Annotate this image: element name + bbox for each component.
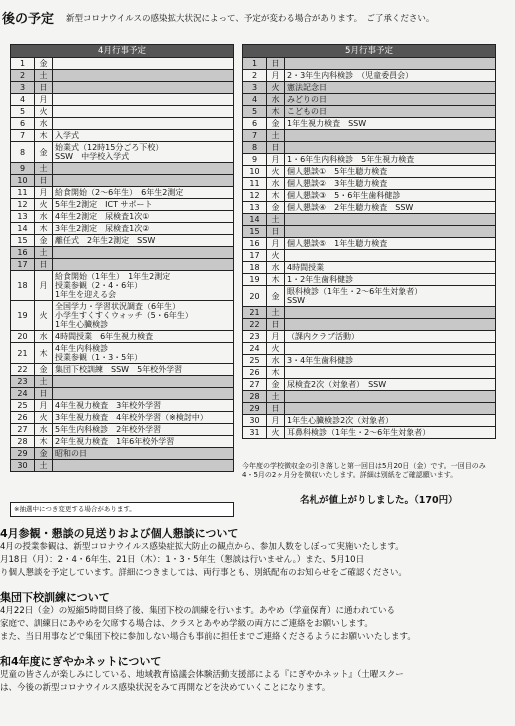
april-row	[11, 130, 234, 142]
april-row	[11, 271, 234, 301]
day-cell: 9	[243, 154, 267, 166]
event-cell: 耳鼻科検診（1年生・2～6年生対象者）	[285, 427, 496, 439]
event-cell	[285, 391, 496, 403]
event-cell	[53, 163, 234, 175]
weekday-cell: 水	[267, 94, 285, 106]
april-row	[11, 211, 234, 223]
april-row	[11, 436, 234, 448]
day-cell: 26	[243, 367, 267, 379]
weekday-cell: 月	[35, 271, 53, 301]
event-cell: 3・4年生歯科健診	[285, 355, 496, 367]
weekday-cell: 金	[267, 202, 285, 214]
april-row	[11, 82, 234, 94]
event-cell	[53, 259, 234, 271]
day-cell: 16	[243, 238, 267, 250]
event-cell	[53, 94, 234, 106]
weekday-cell: 金	[267, 118, 285, 130]
may-row	[243, 403, 496, 415]
weekday-cell: 水	[35, 424, 53, 436]
day-cell: 17	[11, 259, 35, 271]
april-row	[11, 343, 234, 364]
day-cell: 29	[11, 448, 35, 460]
weekday-cell: 土	[35, 376, 53, 388]
april-row	[11, 58, 234, 70]
may-row	[243, 130, 496, 142]
weekday-cell: 日	[267, 142, 285, 154]
april-row	[11, 235, 234, 247]
weekday-cell: 金	[35, 235, 53, 247]
day-cell: 8	[243, 142, 267, 154]
event-cell	[285, 58, 496, 70]
may-row	[243, 391, 496, 403]
may-row	[243, 214, 496, 226]
weekday-cell: 月	[267, 238, 285, 250]
weekday-cell: 木	[267, 106, 285, 118]
day-cell: 27	[243, 379, 267, 391]
weekday-cell: 火	[267, 166, 285, 178]
april-row	[11, 388, 234, 400]
day-cell: 7	[11, 130, 35, 142]
april-row	[11, 331, 234, 343]
may-row	[243, 202, 496, 214]
day-cell: 23	[243, 331, 267, 343]
day-cell: 20	[243, 286, 267, 307]
section-dismissal-drill	[0, 591, 515, 644]
weekday-cell: 火	[267, 250, 285, 262]
day-cell: 12	[11, 199, 35, 211]
day-cell: 1	[243, 58, 267, 70]
may-row	[243, 286, 496, 307]
event-cell: 離任式 2年生2測定 SSW	[53, 235, 234, 247]
may-row	[243, 427, 496, 439]
april-row	[11, 376, 234, 388]
day-cell: 30	[11, 460, 35, 472]
weekday-cell: 水	[267, 262, 285, 274]
event-cell	[53, 70, 234, 82]
weekday-cell: 日	[267, 226, 285, 238]
weekday-cell: 木	[267, 274, 285, 286]
event-cell: 4時間授業	[285, 262, 496, 274]
may-row	[243, 178, 496, 190]
day-cell: 23	[11, 376, 35, 388]
april-row	[11, 142, 234, 163]
page-header	[0, 0, 515, 38]
weekday-cell: 土	[267, 391, 285, 403]
day-cell: 28	[243, 391, 267, 403]
day-cell: 21	[243, 307, 267, 319]
april-row	[11, 259, 234, 271]
section-line: は、今後の新型コロナウイルス感染状況をみて再開などを決めていくことになります。	[0, 683, 331, 693]
event-cell: （課内クラブ活動）	[285, 331, 496, 343]
april-row	[11, 106, 234, 118]
event-cell: 個人懇談① 5年生聴力検査	[285, 166, 496, 178]
april-row	[11, 223, 234, 235]
april-row	[11, 301, 234, 331]
weekday-cell: 日	[35, 82, 53, 94]
weekday-cell: 金	[267, 286, 285, 307]
may-row	[243, 307, 496, 319]
weekday-cell: 日	[267, 58, 285, 70]
day-cell: 2	[243, 70, 267, 82]
weekday-cell: 水	[35, 211, 53, 223]
may-row	[243, 70, 496, 82]
day-cell: 14	[11, 223, 35, 235]
event-cell: 3年生視力検査 4年校外学習（※検討中）	[53, 412, 234, 424]
may-row	[243, 367, 496, 379]
may-row	[243, 274, 496, 286]
weekday-cell: 月	[267, 331, 285, 343]
section-line: また、当日用事などで集団下校に参加しない場合も事前に担任までご連絡くださるようにお願いいたします。	[0, 632, 416, 642]
weekday-cell: 土	[35, 247, 53, 259]
may-row	[243, 190, 496, 202]
may-row	[243, 154, 496, 166]
day-cell: 25	[243, 355, 267, 367]
weekday-cell: 月	[35, 187, 53, 199]
event-cell: 個人懇談② 3年生聴力検査	[285, 178, 496, 190]
april-row	[11, 70, 234, 82]
april-table-title: 4月行事予定	[11, 45, 234, 58]
event-cell	[285, 307, 496, 319]
day-cell: 31	[243, 427, 267, 439]
event-cell: 給食開始（2～6年生） 6年生2測定	[53, 187, 234, 199]
weekday-cell: 日	[35, 175, 53, 187]
may-row	[243, 379, 496, 391]
event-cell	[53, 118, 234, 130]
event-cell	[285, 343, 496, 355]
may-row	[243, 106, 496, 118]
day-cell: 15	[243, 226, 267, 238]
april-row	[11, 247, 234, 259]
day-cell: 8	[11, 142, 35, 163]
event-cell	[285, 214, 496, 226]
event-cell	[53, 175, 234, 187]
section-line: 児童の皆さんが楽しみにしている、地域教育協議会体験活動支援部による『にぎやかネット』（土曜スクー	[0, 670, 404, 680]
april-row	[11, 199, 234, 211]
day-cell: 25	[11, 400, 35, 412]
event-cell: 4時間授業 6年生視力検査	[53, 331, 234, 343]
event-cell: 1・6年生内科検診 5年生視力検査	[285, 154, 496, 166]
section-line: り個人懇談を予定しています。詳細につきましては、両行事とも、別紙配布のお知らせをご確認ください。	[0, 568, 407, 578]
april-row	[11, 163, 234, 175]
may-row	[243, 58, 496, 70]
day-cell: 29	[243, 403, 267, 415]
event-cell: 眼科検診（1年生・2～6年生対象者） SSW	[285, 286, 496, 307]
notice-text: 新型コロナウイルスの感染拡大状況によって、予定が変わる場合があります。 ご了承ください。	[66, 14, 435, 24]
day-cell: 13	[243, 202, 267, 214]
section-conference	[0, 527, 515, 580]
day-cell: 22	[243, 319, 267, 331]
may-table-title: 5月行事予定	[243, 45, 496, 58]
weekday-cell: 水	[35, 118, 53, 130]
event-cell: 5年生2測定 ICT サポート	[53, 199, 234, 211]
day-cell: 24	[243, 343, 267, 355]
event-cell	[53, 58, 234, 70]
event-cell: 4年生内科検診 授業参観（1・3・5年）	[53, 343, 234, 364]
day-cell: 28	[11, 436, 35, 448]
day-cell: 1	[11, 58, 35, 70]
weekday-cell: 火	[35, 199, 53, 211]
section-title: 集団下校訓練について	[0, 591, 110, 604]
weekday-cell: 金	[267, 379, 285, 391]
event-cell: 始業式（12時15分ごろ下校） SSW 中学校入学式	[53, 142, 234, 163]
weekday-cell: 木	[35, 436, 53, 448]
event-cell: 尿検査2次（対象者） SSW	[285, 379, 496, 391]
day-cell: 6	[11, 118, 35, 130]
event-cell: 憲法記念日	[285, 82, 496, 94]
weekday-cell: 月	[35, 400, 53, 412]
april-note: ※抽選中につき変更する場合があります。	[10, 502, 234, 517]
day-cell: 11	[11, 187, 35, 199]
section-title: 和4年度にぎやかネットについて	[0, 655, 162, 668]
day-cell: 30	[243, 415, 267, 427]
event-cell: 個人懇談③ 5・6年生歯科健診	[285, 190, 496, 202]
weekday-cell: 木	[267, 190, 285, 202]
weekday-cell: 土	[35, 163, 53, 175]
weekday-cell: 月	[267, 415, 285, 427]
day-cell: 19	[11, 301, 35, 331]
weekday-cell: 水	[35, 331, 53, 343]
day-cell: 5	[11, 106, 35, 118]
april-row	[11, 187, 234, 199]
day-cell: 3	[11, 82, 35, 94]
event-cell	[285, 142, 496, 154]
event-cell: 給食開始（1年生） 1年生2測定 授業参観（2・4・6年） 1年生を迎える会	[53, 271, 234, 301]
event-cell	[53, 247, 234, 259]
day-cell: 5	[243, 106, 267, 118]
april-schedule-table	[10, 44, 234, 472]
event-cell	[285, 367, 496, 379]
april-row	[11, 364, 234, 376]
event-cell: 1・2年生歯科健診	[285, 274, 496, 286]
may-row	[243, 82, 496, 94]
weekday-cell: 土	[35, 460, 53, 472]
fee-notice: 今年度の学校徴収金の引き落しと第一回目は5月20日（金）です。一回目のみ4・5月の2ヶ月分を徴収いたします。詳細は別紙をご確認願います。	[242, 462, 486, 479]
weekday-cell: 木	[35, 343, 53, 364]
weekday-cell: 火	[35, 106, 53, 118]
event-cell: こどもの日	[285, 106, 496, 118]
day-cell: 12	[243, 190, 267, 202]
may-row	[243, 415, 496, 427]
day-cell: 26	[11, 412, 35, 424]
weekday-cell: 火	[267, 343, 285, 355]
weekday-cell: 木	[267, 367, 285, 379]
day-cell: 13	[11, 211, 35, 223]
weekday-cell: 木	[35, 223, 53, 235]
weekday-cell: 土	[267, 130, 285, 142]
weekday-cell: 火	[35, 412, 53, 424]
event-cell: 全国学力・学習状況調査（6年生） 小学生すくすくウォッチ（5・6年生） 1年生心臓検診	[53, 301, 234, 331]
weekday-cell: 月	[267, 70, 285, 82]
day-cell: 4	[11, 94, 35, 106]
event-cell	[53, 388, 234, 400]
may-row	[243, 250, 496, 262]
may-row	[243, 118, 496, 130]
weekday-cell: 土	[267, 307, 285, 319]
april-row	[11, 460, 234, 472]
day-cell: 19	[243, 274, 267, 286]
day-cell: 16	[11, 247, 35, 259]
weekday-cell: 土	[267, 214, 285, 226]
day-cell: 6	[243, 118, 267, 130]
day-cell: 2	[11, 70, 35, 82]
may-row	[243, 355, 496, 367]
event-cell	[285, 226, 496, 238]
event-cell: 2・3年生内科検診 （児童委員会）	[285, 70, 496, 82]
weekday-cell: 日	[267, 319, 285, 331]
may-row	[243, 262, 496, 274]
day-cell: 22	[11, 364, 35, 376]
day-cell: 7	[243, 130, 267, 142]
day-cell: 9	[11, 163, 35, 175]
april-row	[11, 424, 234, 436]
event-cell	[53, 82, 234, 94]
section-line: 4月22日（金）の短縮5時間目終了後、集団下校の訓練を行います。あやめ（学童保育）に通われている	[0, 606, 395, 616]
event-cell	[53, 376, 234, 388]
section-line: 4月の授業参観は、新型コロナウイルス感染症拡大防止の観点から、参加人数をしぼって実施いたします。	[0, 542, 404, 552]
weekday-cell: 金	[35, 58, 53, 70]
may-row	[243, 166, 496, 178]
event-cell: 4年生視力検査 3年校外学習	[53, 400, 234, 412]
event-cell: 2年生視力検査 1年6年校外学習	[53, 436, 234, 448]
section-nigiyaka-net	[0, 655, 515, 695]
event-cell: 5年生内科検診 2年校外学習	[53, 424, 234, 436]
event-cell	[285, 130, 496, 142]
day-cell: 20	[11, 331, 35, 343]
day-cell: 4	[243, 94, 267, 106]
section-title: 4月参観・懇談の見送りおよび個人懇談について	[0, 527, 239, 540]
day-cell: 27	[11, 424, 35, 436]
event-cell: 昭和の日	[53, 448, 234, 460]
may-row	[243, 319, 496, 331]
day-cell: 21	[11, 343, 35, 364]
may-row	[243, 226, 496, 238]
weekday-cell: 金	[35, 142, 53, 163]
day-cell: 18	[11, 271, 35, 301]
event-cell: 個人懇談⑤ 1年生聴力検査	[285, 238, 496, 250]
day-cell: 10	[243, 166, 267, 178]
day-cell: 17	[243, 250, 267, 262]
event-cell	[53, 106, 234, 118]
section-line: 月18日（月）：2・4・6年生、21日（木）：1・3・5年生（懇談は行いません。）また、5月10日	[0, 555, 365, 565]
may-row	[243, 142, 496, 154]
event-cell: 集団下校訓練 SSW 5年校外学習	[53, 364, 234, 376]
section-line: 家庭で、訓練日にあやめを欠席する場合は、クラスとあやめ学級の両方にご連絡をお願いします。	[0, 619, 373, 629]
weekday-cell: 月	[35, 94, 53, 106]
day-cell: 10	[11, 175, 35, 187]
event-cell	[285, 403, 496, 415]
weekday-cell: 金	[35, 448, 53, 460]
april-row	[11, 94, 234, 106]
event-cell	[285, 250, 496, 262]
event-cell: 入学式	[53, 130, 234, 142]
weekday-cell: 土	[35, 70, 53, 82]
event-cell: 1年生心臓検診2次（対象者）	[285, 415, 496, 427]
day-cell: 18	[243, 262, 267, 274]
may-schedule-table	[242, 44, 496, 439]
day-cell: 11	[243, 178, 267, 190]
event-cell	[285, 319, 496, 331]
weekday-cell: 日	[267, 403, 285, 415]
name-tag-price-notice: 名札が値上がりしました。（170円）	[300, 495, 458, 506]
weekday-cell: 木	[35, 130, 53, 142]
weekday-cell: 月	[267, 154, 285, 166]
page-title: 後の予定	[2, 12, 55, 27]
april-row	[11, 412, 234, 424]
april-row	[11, 118, 234, 130]
weekday-cell: 日	[35, 259, 53, 271]
weekday-cell: 金	[35, 364, 53, 376]
day-cell: 15	[11, 235, 35, 247]
april-row	[11, 448, 234, 460]
april-row	[11, 175, 234, 187]
event-cell	[53, 460, 234, 472]
event-cell: 1年生視力検査 SSW	[285, 118, 496, 130]
day-cell: 24	[11, 388, 35, 400]
may-row	[243, 238, 496, 250]
weekday-cell: 水	[267, 355, 285, 367]
weekday-cell: 水	[267, 178, 285, 190]
april-row	[11, 400, 234, 412]
may-row	[243, 94, 496, 106]
weekday-cell: 火	[267, 427, 285, 439]
weekday-cell: 火	[267, 82, 285, 94]
weekday-cell: 火	[35, 301, 53, 331]
day-cell: 14	[243, 214, 267, 226]
event-cell: 4年生2測定 尿検査1次①	[53, 211, 234, 223]
event-cell: 3年生2測定 尿検査1次②	[53, 223, 234, 235]
day-cell: 3	[243, 82, 267, 94]
event-cell: みどりの日	[285, 94, 496, 106]
may-row	[243, 343, 496, 355]
weekday-cell: 日	[35, 388, 53, 400]
may-row	[243, 331, 496, 343]
event-cell: 個人懇談④ 2年生聴力検査 SSW	[285, 202, 496, 214]
